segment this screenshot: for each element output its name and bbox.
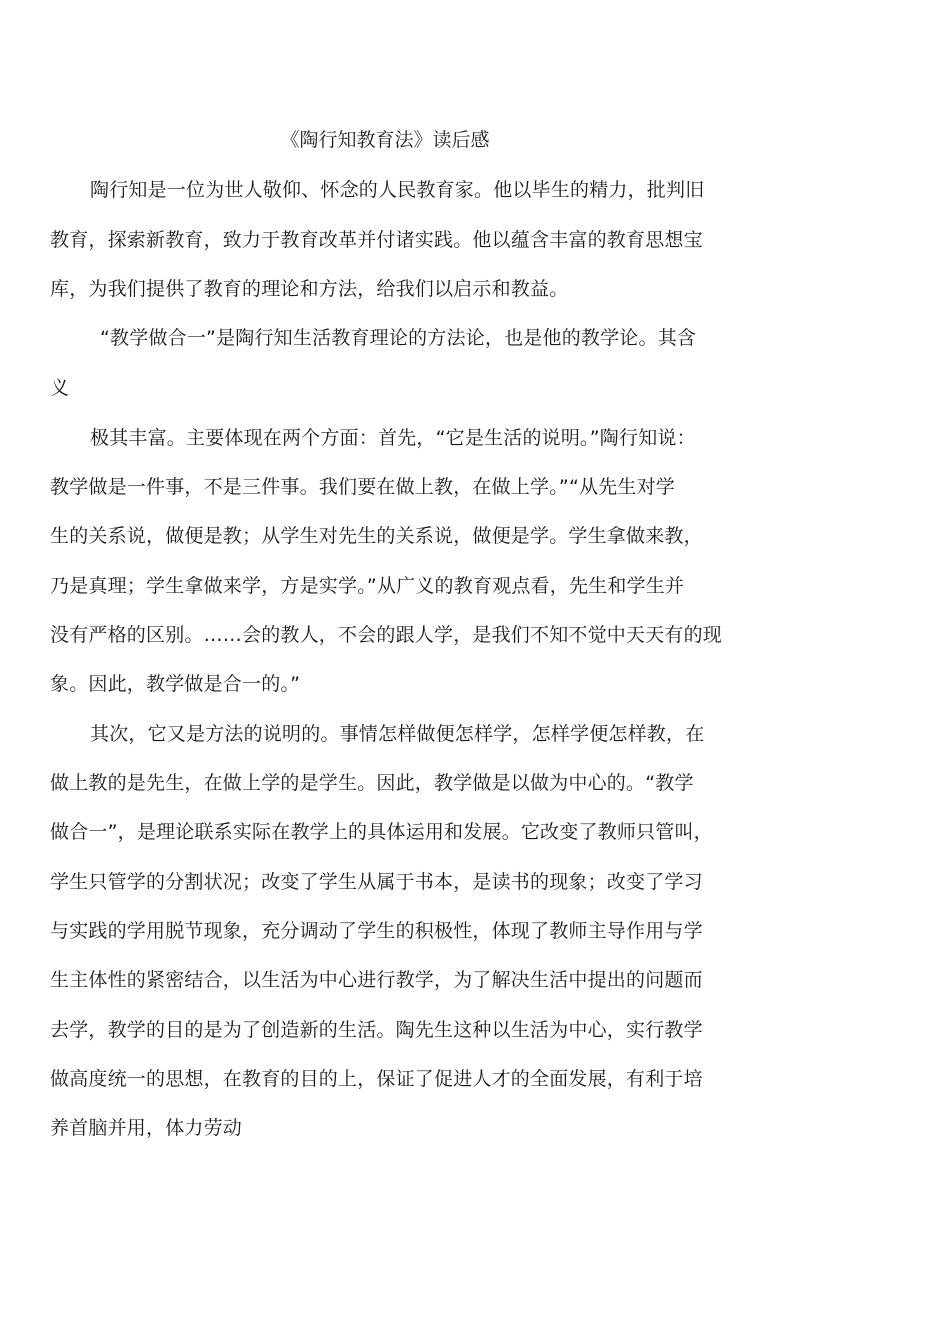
paragraph-line: 乃是真理；学生拿做来学，方是实学。”从广义的教育观点看，先生和学生并 [50, 575, 685, 597]
paragraph-line: 没有严格的区别。……会的教人，不会的跟人学，是我们不知不觉中天天有的现 [50, 624, 723, 646]
paragraph-line: 象。因此，教学做是合一的。” [50, 673, 301, 695]
paragraph-line: 做上教的是先生，在做上学的是学生。因此，教学做是以做为中心的。“教学 [50, 772, 694, 794]
paragraph-line: 库，为我们提供了教育的理论和方法，给我们以启示和教益。 [50, 278, 569, 300]
paragraph-line: 其次，它又是方法的说明的。事情怎样做便怎样学，怎样学便怎样教，在 [90, 723, 705, 745]
paragraph-line: 做合一”，是理论联系实际在教学上的具体运用和发展。它改变了教师只管叫， [50, 821, 713, 843]
paragraph-line: 与实践的学用脱节现象，充分调动了学生的积极性，体现了教师主导作用与学 [50, 920, 703, 942]
paragraph-line: 义 [50, 377, 70, 399]
paragraph-line: 养首脑并用，体力劳动 [50, 1117, 243, 1139]
document-title: 《陶行知教育法》读后感 [280, 129, 490, 151]
paragraph-line: 生的关系说，做便是教；从学生对先生的关系说，做便是学。学生拿做来教， [50, 525, 703, 547]
paragraph-line: 学生只管学的分割状况；改变了学生从属于书本，是读书的现象；改变了学习 [50, 871, 703, 893]
paragraph-line: 生主体性的紧密结合，以生活为中心进行教学，为了解决生活中提出的问题而 [50, 969, 703, 991]
paragraph-line: 教学做是一件事，不是三件事。我们要在做上教，在做上学。”“从先生对学 [50, 476, 675, 498]
paragraph-line: 教育，探索新教育，致力于教育改革并付诸实践。他以蕴含丰富的教育思想宝 [50, 229, 703, 251]
paragraph-line: 极其丰富。主要体现在两个方面：首先，“它是生活的说明。”陶行知说： [90, 427, 696, 449]
paragraph-line: 去学，教学的目的是为了创造新的生活。陶先生这种以生活为中心，实行教学 [50, 1019, 703, 1041]
paragraph-line: 做高度统一的思想，在教育的目的上，保证了促进人才的全面发展，有利于培 [50, 1068, 703, 1090]
paragraph-line: 陶行知是一位为世人敬仰、怀念的人民教育家。他以毕生的精力，批判旧 [90, 179, 705, 201]
paragraph-line: “教学做合一”是陶行知生活教育理论的方法论，也是他的教学论。其含 [100, 327, 697, 349]
